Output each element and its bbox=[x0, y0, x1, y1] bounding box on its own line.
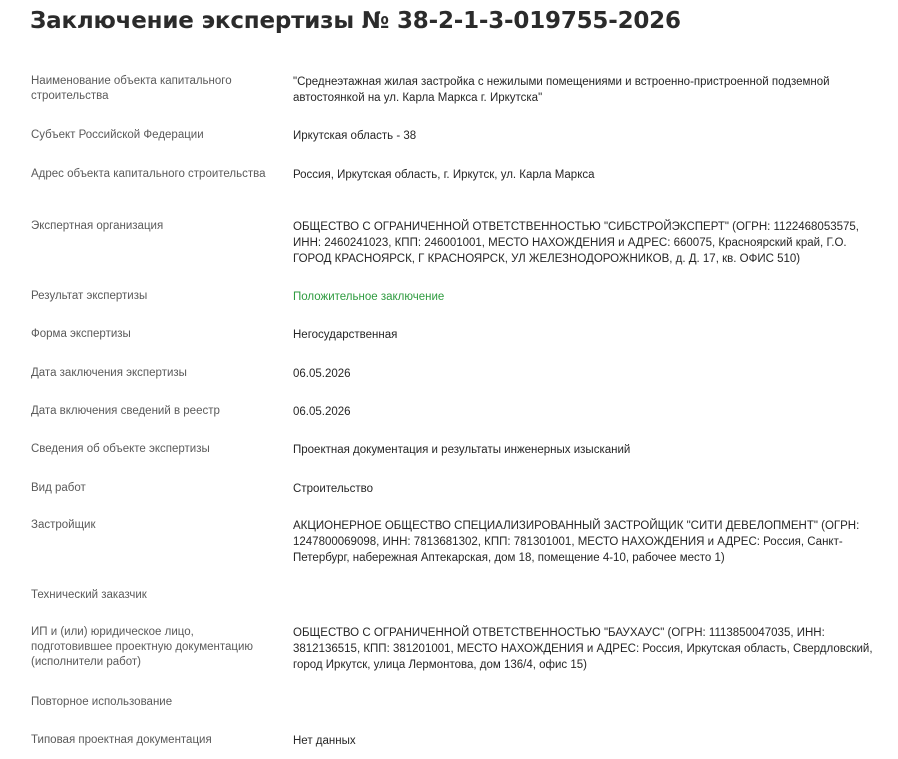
field-value-standard-design-docs: Нет данных bbox=[293, 735, 356, 747]
field-value-work-type: Строительство bbox=[293, 483, 374, 495]
field-label-expertise-object: Сведения об объекте экспертизы bbox=[31, 443, 210, 455]
field-value-expertise-object: Проектная документация и результаты инженерных изысканий bbox=[293, 444, 631, 456]
field-label-technical-customer: Технический заказчик bbox=[31, 589, 147, 601]
page-title: Заключение экспертизы № 38-2-1-3-019755-2026 bbox=[30, 8, 681, 34]
field-value-developer: АКЦИОНЕРНОЕ ОБЩЕСТВО СПЕЦИАЛИЗИРОВАННЫЙ ЗАСТРОЙЩИК "СИТИ ДЕВЕЛОПМЕНТ" (ОГРН: 1247800069098, ИНН: 7813681302, КПП: 781301001, МЕСТО НАХОЖДЕНИЯ и АДРЕС: Россия, Санкт-Петербург, набережная Аптекарская, дом 18, помещение 4-10, рабочее место 1) bbox=[293, 520, 860, 564]
field-value-conclusion-date: 06.05.2026 bbox=[293, 368, 351, 380]
field-value-expertise-form: Негосударственная bbox=[293, 329, 398, 341]
field-label-registry-date: Дата включения сведений в реестр bbox=[31, 405, 220, 417]
field-label-developer: Застройщик bbox=[31, 519, 96, 531]
field-label-expertise-form: Форма экспертизы bbox=[31, 328, 131, 340]
field-label-expert-organization: Экспертная организация bbox=[31, 220, 164, 232]
field-value-expertise-result: Положительное заключение bbox=[293, 291, 445, 303]
field-label-federal-subject: Субъект Российской Федерации bbox=[31, 129, 204, 141]
field-value-expert-organization: ОБЩЕСТВО С ОГРАНИЧЕННОЙ ОТВЕТСТВЕННОСТЬЮ "СИБСТРОЙЭКСПЕРТ" (ОГРН: 1122468053575, ИНН: 2460241023, КПП: 246001001, МЕСТО НАХОЖДЕНИЯ и АДРЕС: 660075, Красноярский край, Г.О. ГОРОД КРАСНОЯРСК, Г КРАСНОЯРСК, УЛ ЖЕЛЕЗНОДОРОЖНИКОВ, д. Д. 17, кв. ОФИС 510) bbox=[293, 221, 860, 265]
field-label-standard-design-docs: Типовая проектная документация bbox=[31, 734, 212, 746]
field-value-object-name: "Среднеэтажная жилая застройка с нежилыми помещениями и встроенно-пристроенной подземной автостоянкой на ул. Карла Маркса г. Иркутска" bbox=[293, 76, 830, 104]
field-label-design-contractor: ИП и (или) юридическое лицо, подготовившее проектную документацию (исполнители работ) bbox=[31, 626, 254, 668]
field-label-object-name: Наименование объекта капитального строительства bbox=[31, 75, 232, 102]
field-label-object-address: Адрес объекта капитального строительства bbox=[31, 168, 266, 180]
field-value-design-contractor: ОБЩЕСТВО С ОГРАНИЧЕННОЙ ОТВЕТСТВЕННОСТЬЮ "БАУХАУС" (ОГРН: 1113850047035, ИНН: 3812136515, КПП: 381201001, МЕСТО НАХОЖДЕНИЯ и АДРЕС: Россия, Иркутская область, Свердловский, город Иркутск, улица Лермонтова, дом 136/4, офис 15) bbox=[293, 627, 873, 671]
field-value-registry-date: 06.05.2026 bbox=[293, 406, 351, 418]
field-label-conclusion-date: Дата заключения экспертизы bbox=[31, 367, 187, 379]
field-label-expertise-result: Результат экспертизы bbox=[31, 290, 148, 302]
field-value-federal-subject: Иркутская область - 38 bbox=[293, 130, 417, 142]
field-value-object-address: Россия, Иркутская область, г. Иркутск, ул. Карла Маркса bbox=[293, 169, 595, 181]
field-label-work-type: Вид работ bbox=[31, 482, 86, 494]
field-label-reuse: Повторное использование bbox=[31, 696, 173, 708]
